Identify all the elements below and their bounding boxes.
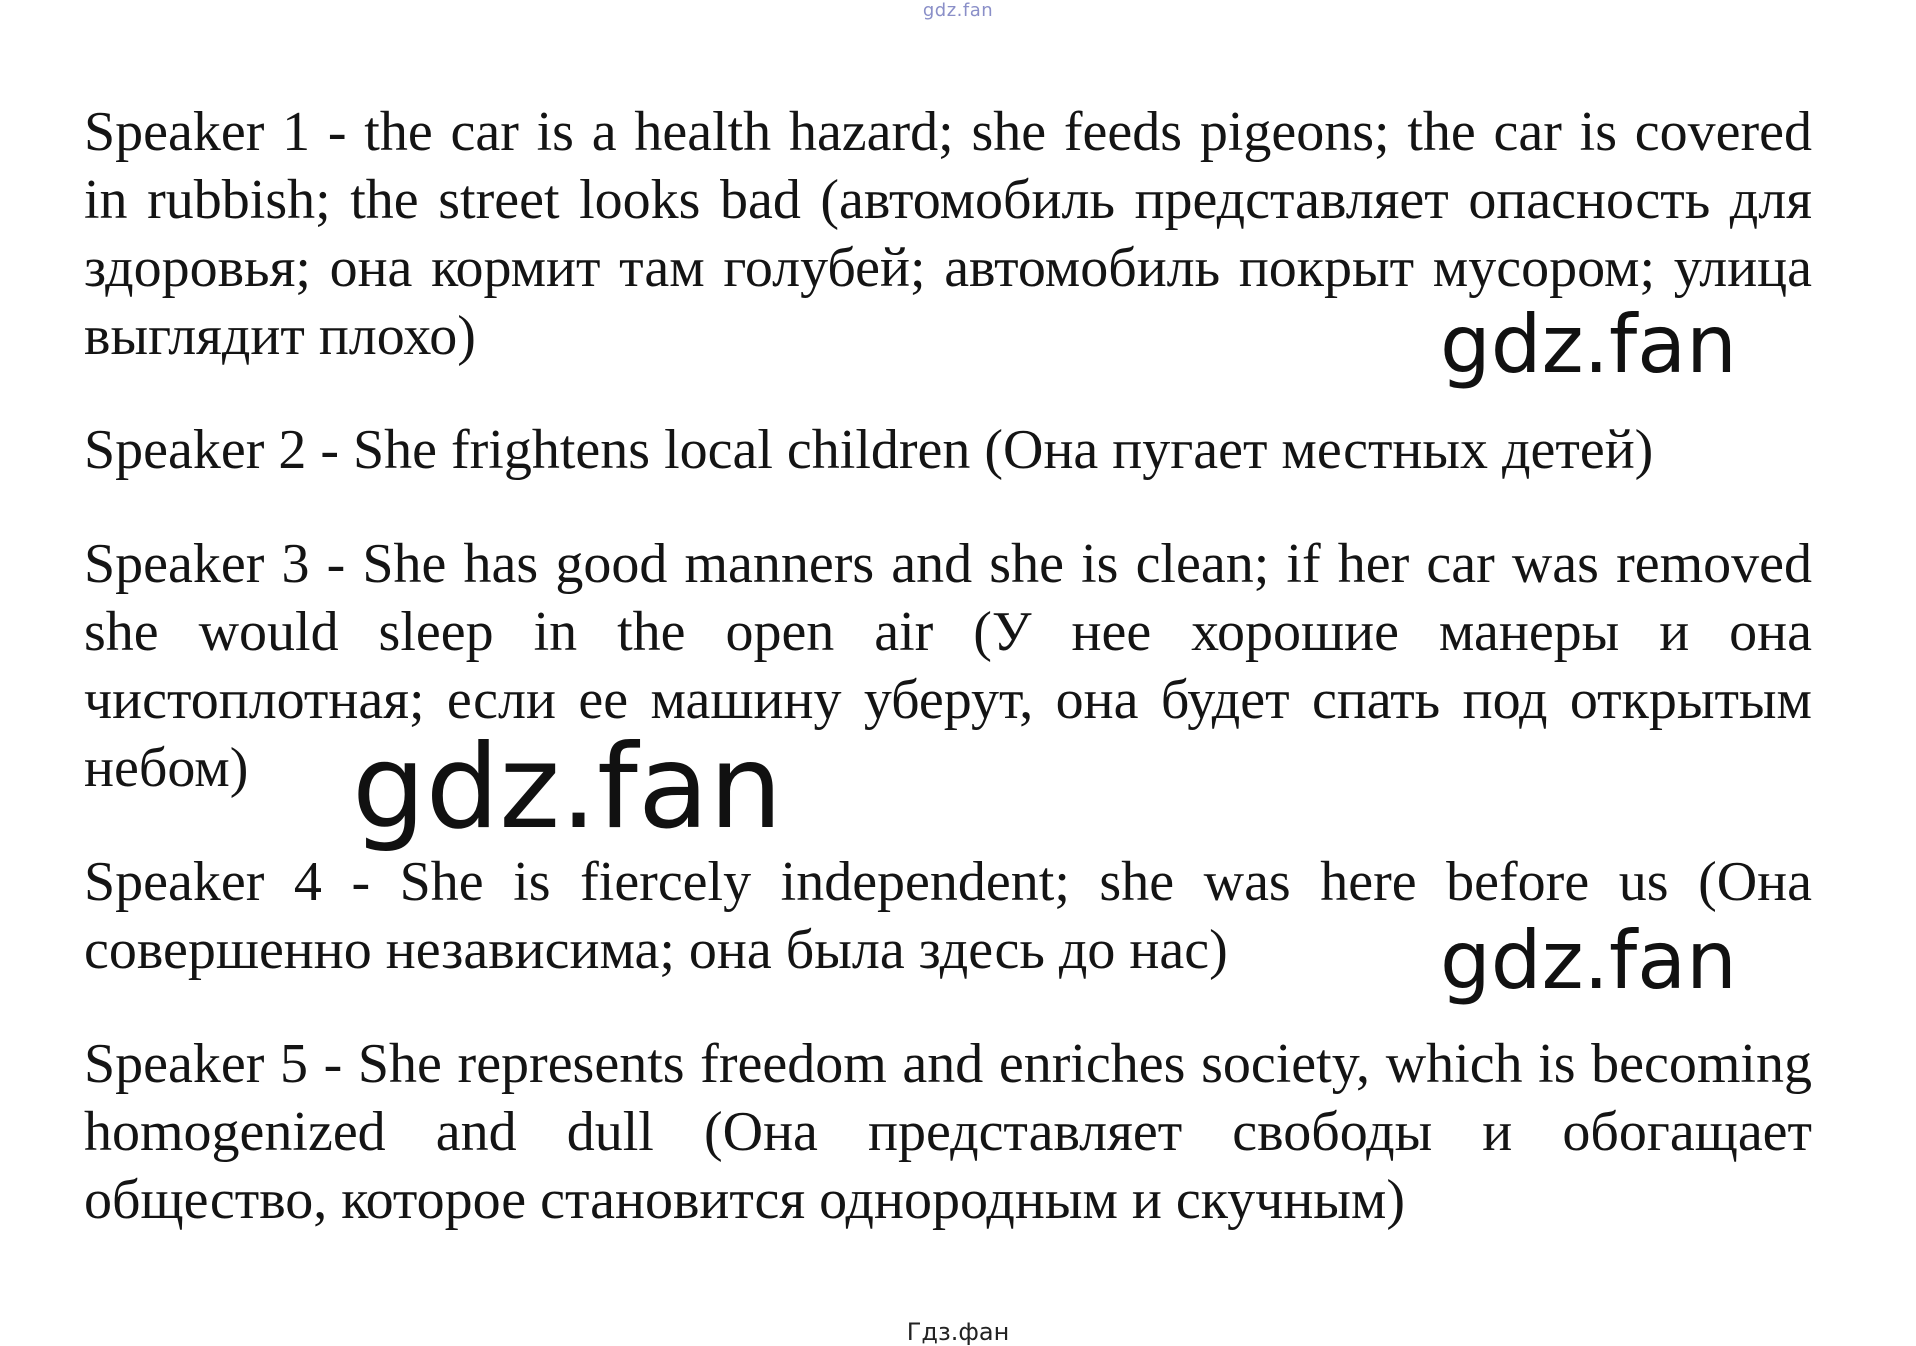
header-watermark: gdz.fan — [922, 0, 994, 21]
watermark-3: gdz.fan — [1440, 914, 1737, 1007]
watermark-1: gdz.fan — [1440, 298, 1737, 391]
answer-speaker-3: Speaker 3 - She has good manners and she is clean; if her car was removed she would sleep in the open air (У нее хорошие манеры и она чистоплотная; если ее машину уберут, она будет спать под открытым небом) — [84, 533, 1812, 799]
answer-speaker-4: Speaker 4 - She is fiercely independent; she was here before us (Она совершенно независима; она была здесь до нас) — [84, 851, 1812, 981]
answer-speaker-5: Speaker 5 - She represents freedom and enriches society, which is becoming homogenized and dull (Она представляет свободы и обогащает общество, которое становится однородным и скучным) — [84, 1033, 1812, 1231]
footer-text: Гдз.фан — [906, 1318, 1010, 1346]
watermark-2: gdz.fan — [352, 720, 783, 855]
answer-speaker-1: Speaker 1 - the car is a health hazard; she feeds pigeons; the car is covered in rubbish; the street looks bad (автомобиль представляет опасность для здоровья; она кормит там голубей; автомобиль покрыт мусором; улица выглядит плохо) — [84, 101, 1812, 367]
answer-speaker-2: Speaker 2 - She frightens local children (Она пугает местных детей) — [84, 419, 1654, 481]
